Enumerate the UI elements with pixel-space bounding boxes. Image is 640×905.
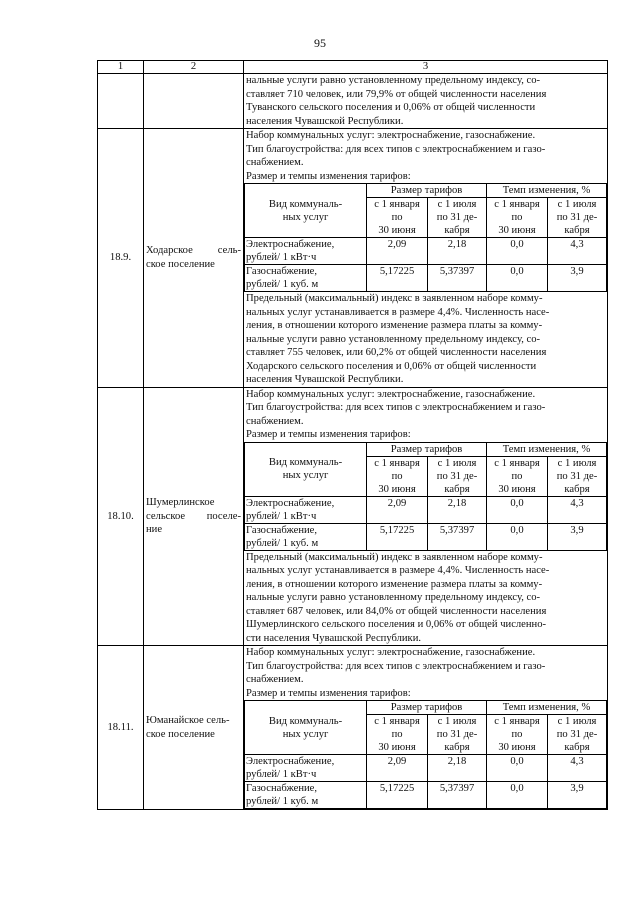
tariff-row xyxy=(245,755,607,782)
rate-value: 0,0 xyxy=(487,523,548,550)
period-header: с 1 июля по 31 де- кабря xyxy=(428,715,487,755)
page-number: 95 xyxy=(314,36,326,50)
service-kind-header: Вид коммуналь- ных услуг xyxy=(245,184,367,238)
row-number: 18.11. xyxy=(98,646,144,810)
period-header: с 1 июля по 31 де- кабря xyxy=(428,456,487,496)
tariff-size-header: Размер тарифов xyxy=(367,442,487,456)
rate-value: 3,9 xyxy=(548,523,607,550)
period-header: с 1 июля по 31 де- кабря xyxy=(548,456,607,496)
period-header: с 1 января по 30 июня xyxy=(367,456,428,496)
services-set: Набор коммунальных услуг: электроснабжение, газоснабжение. xyxy=(246,130,536,141)
regions-table xyxy=(97,60,608,810)
text-line: ставляет 710 человек, или 79,9% от общей численности населения xyxy=(246,88,547,100)
tariff-value: 2,18 xyxy=(428,238,487,265)
period-header: с 1 января по 30 июня xyxy=(487,715,548,755)
period-header: с 1 июля по 31 де- кабря xyxy=(428,198,487,238)
tariff-value: 5,17225 xyxy=(367,265,428,292)
tariff-row xyxy=(245,782,607,809)
column-numbers-row xyxy=(98,61,608,74)
tariff-value: 5,17225 xyxy=(367,782,428,809)
period-header: с 1 января по 30 июня xyxy=(487,456,548,496)
tariff-value: 5,37397 xyxy=(428,782,487,809)
tariff-value: 2,09 xyxy=(367,755,428,782)
tariff-row xyxy=(245,238,607,265)
period-header: с 1 января по 30 июня xyxy=(487,198,548,238)
rate-value: 0,0 xyxy=(487,755,548,782)
service-name: Электроснабжение, рублей/ 1 кВт·ч xyxy=(245,238,367,265)
rate-value: 0,0 xyxy=(487,238,548,265)
tariff-table xyxy=(244,442,607,551)
text-line: нальные услуги равно установленному предельному индексу, со- xyxy=(246,75,541,86)
improvement-type: Тип благоустройства: для всех типов с электроснабжением и газо- xyxy=(246,143,546,155)
tariff-table xyxy=(244,700,607,809)
period-header: с 1 января по 30 июня xyxy=(367,715,428,755)
services-set: Набор коммунальных услуг: электроснабжение, газоснабжение. xyxy=(246,388,536,400)
rate-value: 4,3 xyxy=(548,238,607,265)
period-header: с 1 июля по 31 де- кабря xyxy=(548,715,607,755)
table-row xyxy=(98,387,608,646)
change-rate-header: Темп изменения, % xyxy=(487,442,607,456)
tariff-size-header: Размер тарифов xyxy=(367,184,487,198)
text-line: Туванского сельского поселения и 0,06% от общей численности xyxy=(246,102,536,113)
service-name: Газоснабжение, рублей/ 1 куб. м xyxy=(245,523,367,550)
continued-row xyxy=(98,74,608,129)
settlement-name: Юманайское сель- ское поселение xyxy=(144,646,244,810)
continued-text xyxy=(244,74,608,129)
tariff-value: 5,37397 xyxy=(428,523,487,550)
tariff-value: 5,17225 xyxy=(367,523,428,550)
table-row xyxy=(98,646,608,810)
tariff-value: 2,18 xyxy=(428,755,487,782)
rate-value: 0,0 xyxy=(487,496,548,523)
column-number: 3 xyxy=(244,61,608,74)
service-kind-header: Вид коммуналь- ных услуг xyxy=(245,442,367,496)
change-rate-header: Темп изменения, % xyxy=(487,184,607,198)
tariff-title: Размер и темпы изменения тарифов: xyxy=(246,687,411,699)
tariff-value: 2,09 xyxy=(367,496,428,523)
rate-value: 4,3 xyxy=(548,755,607,782)
improvement-type: Тип благоустройства: для всех типов с электроснабжением и газо- xyxy=(246,402,546,413)
tariff-title: Размер и темпы изменения тарифов: xyxy=(246,170,411,182)
limit-index-text: Предельный (максимальный) индекс в заявленном наборе комму- нальных услуг устанавливается в размере 4,4%. Численность насе- ления, в отношении которого изменение размера платы за комму- нальные услуги равно установленному предельному индексу, со- ставляет 755 человек, или 60,2% от общей численности населения Ходарского сельского поселения и 0,06% от общей численности населения Чувашской Республики. xyxy=(246,293,550,385)
tariff-title: Размер и темпы изменения тарифов: xyxy=(246,429,411,440)
tariff-value: 2,09 xyxy=(367,238,428,265)
table-row xyxy=(98,129,608,388)
tariff-size-header: Размер тарифов xyxy=(367,701,487,715)
service-name: Газоснабжение, рублей/ 1 куб. м xyxy=(245,265,367,292)
period-header: с 1 июля по 31 де- кабря xyxy=(548,198,607,238)
column-number: 1 xyxy=(98,61,144,74)
tariff-row xyxy=(245,496,607,523)
change-rate-header: Темп изменения, % xyxy=(487,701,607,715)
settlement-name: Шумерлинское сельское поселе- ние xyxy=(144,387,244,646)
tariff-row xyxy=(245,523,607,550)
service-name: Электроснабжение, рублей/ 1 кВт·ч xyxy=(245,755,367,782)
rate-value: 0,0 xyxy=(487,782,548,809)
settlement-details xyxy=(244,129,608,388)
services-set: Набор коммунальных услуг: электроснабжение, газоснабжение. xyxy=(246,647,536,658)
row-number: 18.9. xyxy=(98,129,144,388)
improvement-type: снабжением. xyxy=(246,415,304,427)
period-header: с 1 января по 30 июня xyxy=(367,198,428,238)
service-name: Газоснабжение, рублей/ 1 куб. м xyxy=(245,782,367,809)
improvement-type: снабжением. xyxy=(246,674,304,685)
rate-value: 3,9 xyxy=(548,782,607,809)
tariff-table xyxy=(244,183,607,292)
improvement-type: Тип благоустройства: для всех типов с электроснабжением и газо- xyxy=(246,660,546,672)
row-number: 18.10. xyxy=(98,387,144,646)
settlement-details xyxy=(244,646,608,810)
tariff-value: 2,18 xyxy=(428,496,487,523)
column-number: 2 xyxy=(144,61,244,74)
service-name: Электроснабжение, рублей/ 1 кВт·ч xyxy=(245,496,367,523)
settlement-details xyxy=(244,387,608,646)
service-kind-header: Вид коммуналь- ных услуг xyxy=(245,701,367,755)
rate-value: 4,3 xyxy=(548,496,607,523)
tariff-row xyxy=(245,265,607,292)
rate-value: 3,9 xyxy=(548,265,607,292)
rate-value: 0,0 xyxy=(487,265,548,292)
settlement-name: Ходарское сель- ское поселение xyxy=(144,129,244,388)
limit-index-text: Предельный (максимальный) индекс в заявленном наборе комму- нальных услуг устанавливается в размере 4,4%. Численность насе- ления, в отношении которого изменение размера платы за комму- нальные услуги равно установленному предельному индексу, со- ставляет 687 человек, или 84,0% от общей численности населения Шумерлинского сельского поселения и 0,06% от общей численно- сти населения Чувашской Республики. xyxy=(246,551,550,644)
improvement-type: снабжением. xyxy=(246,157,304,168)
tariff-value: 5,37397 xyxy=(428,265,487,292)
text-line: населения Чувашской Республики. xyxy=(246,115,404,127)
